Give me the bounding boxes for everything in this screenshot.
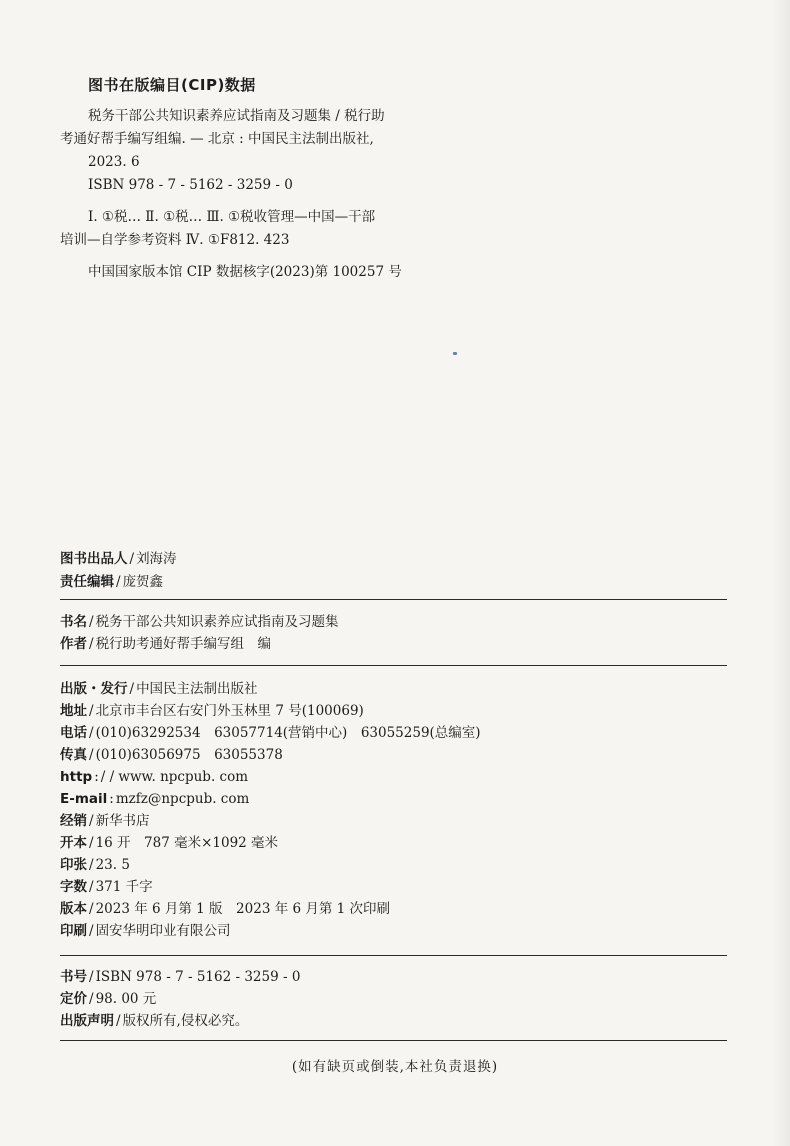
separator: / — [89, 991, 94, 1007]
detail-row-publisher — [60, 678, 481, 700]
divider-line — [60, 955, 727, 956]
detail-value: (010)63292534 63057714(营销中心) 63055259(总编室) — [95, 725, 481, 741]
credit-value: 刘海涛 — [136, 551, 177, 567]
separator: : — [109, 791, 114, 807]
divider-line — [60, 665, 727, 666]
detail-row-edition — [60, 898, 481, 920]
separator: / — [89, 901, 94, 917]
detail-value: 北京市丰台区右安门外玉林里 7 号(100069) — [95, 703, 364, 719]
cip-classification: Ⅰ. ①税… Ⅱ. ①税… Ⅲ. ①税收管理—中国—干部 — [88, 209, 376, 225]
detail-label: 书号 — [60, 969, 87, 985]
detail-value: 固安华明印业有限公司 — [95, 923, 231, 939]
separator: : — [94, 769, 99, 785]
cip-title: 图书在版编目(CIP)数据 — [88, 76, 256, 94]
detail-label: 传真 — [60, 747, 87, 763]
book-author-value: 税行助考通好帮手编写组 编 — [95, 636, 272, 652]
cip-line: 2023. 6 — [88, 154, 140, 170]
credits-block — [60, 548, 177, 594]
field-label: 作者 — [60, 636, 87, 652]
cip-line: 税务干部公共知识素养应试指南及习题集 / 税行助 — [88, 108, 385, 124]
price-row — [60, 988, 300, 1010]
separator: / — [116, 574, 121, 590]
detail-label: 出版声明 — [60, 1013, 114, 1029]
detail-label: 版本 — [60, 901, 87, 917]
detail-label: 印张 — [60, 857, 87, 873]
isbn-value: ISBN 978 - 7 - 5162 - 3259 - 0 — [95, 969, 301, 985]
separator: / — [89, 879, 94, 895]
separator: / — [89, 614, 94, 630]
cip-block — [60, 74, 480, 284]
detail-value: 23. 5 — [95, 857, 130, 873]
detail-value: 中国民主法制出版社 — [136, 681, 258, 697]
detail-label: 开本 — [60, 835, 87, 851]
detail-label: 经销 — [60, 813, 87, 829]
detail-value: 新华书店 — [95, 813, 150, 829]
detail-value: (010)63056975 63055378 — [95, 747, 283, 763]
detail-row-email — [60, 788, 481, 810]
detail-value: 371 千字 — [95, 879, 153, 895]
detail-label: 字数 — [60, 879, 87, 895]
email-link[interactable]: mzfz@npcpub. com — [115, 791, 250, 807]
separator: / — [89, 703, 94, 719]
detail-row-sheets — [60, 854, 481, 876]
field-label: 书名 — [60, 614, 87, 630]
divider-line — [60, 599, 727, 600]
detail-value: 16 开 787 毫米×1092 毫米 — [95, 835, 279, 851]
detail-row-wordcount — [60, 876, 481, 898]
book-title-value: 税务干部公共知识素养应试指南及习题集 — [95, 614, 339, 630]
detail-label: http — [60, 769, 93, 785]
cip-line: 考通好帮手编写组编. — 北京 : 中国民主法制出版社, — [60, 131, 374, 147]
detail-label: 定价 — [60, 991, 87, 1007]
separator: / — [129, 681, 135, 697]
detail-row-printer — [60, 920, 481, 942]
credit-label: 责任编辑 — [60, 574, 114, 590]
credit-label: 图书出品人 — [60, 551, 128, 567]
copyright-row — [60, 1010, 300, 1032]
isbn-row — [60, 966, 300, 988]
book-title-row — [60, 611, 339, 633]
detail-label: 电话 — [60, 725, 87, 741]
book-info-block — [60, 611, 339, 655]
page-edge-shadow — [772, 0, 790, 1146]
credit-value: 庞贺鑫 — [122, 574, 164, 590]
detail-row-format — [60, 832, 481, 854]
isbn-price-block — [60, 966, 300, 1032]
separator: / — [89, 725, 94, 741]
detail-label: 印刷 — [60, 923, 87, 939]
detail-label: 出版・发行 — [60, 681, 128, 697]
copyright-value: 版权所有,侵权必究。 — [122, 1013, 249, 1029]
book-author-row — [60, 633, 339, 655]
website-link[interactable]: / / www. npcpub. com — [100, 769, 249, 785]
detail-label: 地址 — [60, 703, 87, 719]
separator: / — [116, 1013, 121, 1029]
separator: / — [89, 835, 94, 851]
detail-row-address — [60, 700, 481, 722]
separator: / — [129, 551, 135, 567]
ink-speck — [453, 352, 457, 355]
return-notice: (如有缺页或倒装,本社负责退换) — [291, 1059, 499, 1075]
detail-row-distributor — [60, 810, 481, 832]
separator: / — [89, 969, 94, 985]
credit-row-editor — [60, 571, 177, 594]
cip-isbn: ISBN 978 - 7 - 5162 - 3259 - 0 — [88, 177, 293, 193]
separator: / — [89, 747, 94, 763]
detail-row-website — [60, 766, 481, 788]
publication-details-block — [60, 678, 481, 942]
price-value: 98. 00 元 — [95, 991, 157, 1007]
detail-label: E-mail — [60, 791, 108, 807]
cip-record-number: 中国国家版本馆 CIP 数据核字(2023)第 100257 号 — [88, 264, 402, 280]
separator: / — [89, 636, 94, 652]
separator: / — [89, 923, 94, 939]
divider-line — [60, 1040, 727, 1041]
detail-row-fax — [60, 744, 481, 766]
detail-value: 2023 年 6 月第 1 版 2023 年 6 月第 1 次印刷 — [95, 901, 391, 917]
credit-row-publisher — [60, 548, 177, 571]
separator: / — [89, 813, 94, 829]
detail-row-phone — [60, 722, 481, 744]
separator: / — [89, 857, 94, 873]
cip-classification: 培训—自学参考资料 Ⅳ. ①F812. 423 — [60, 232, 290, 248]
